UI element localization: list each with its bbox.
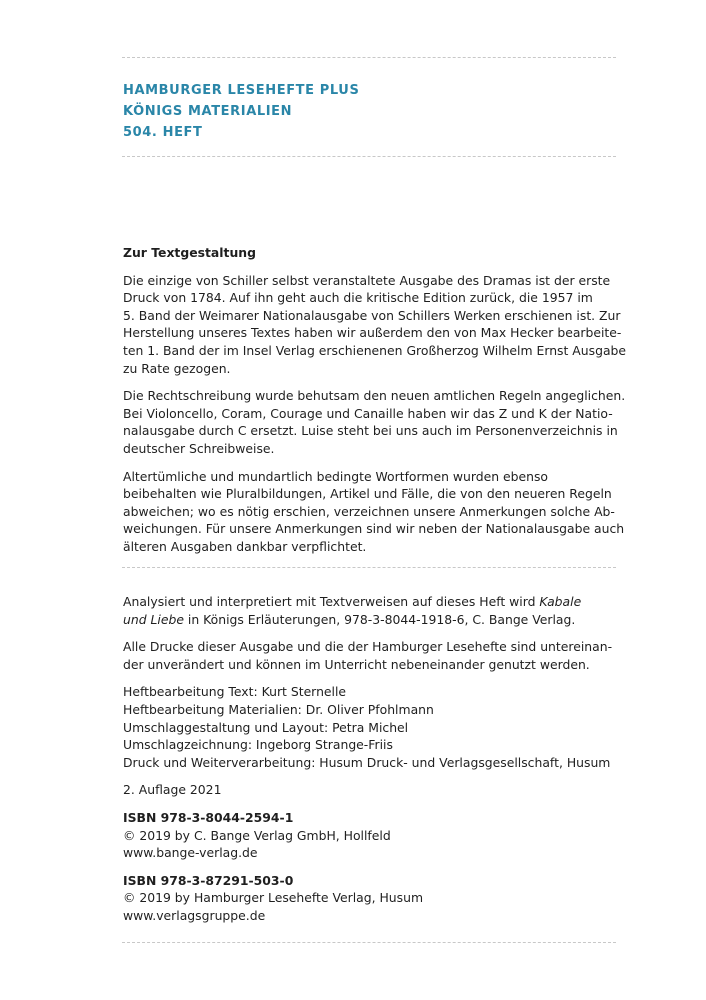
top-divider [122, 57, 616, 58]
paragraph-analysis-reference [123, 593, 623, 628]
credits-list [123, 683, 623, 771]
header-divider [122, 156, 616, 157]
section-title: Zur Textgestaltung [123, 245, 256, 260]
text-line: beibehalten wie Pluralbildungen, Artikel und Fälle, die von den neueren Regeln [123, 486, 612, 502]
text-line: ten 1. Band der im Insel Verlag erschienenen Großherzog Wilhelm Ernst Ausgabe [123, 342, 627, 358]
paragraph-spelling [123, 387, 626, 457]
publisher-website: www.bange-verlag.de [123, 845, 258, 861]
isbn-block-bange [123, 809, 623, 862]
text-line: Bei Violoncello, Coram, Courage und Canaille haben wir das Z und K der Natio- [123, 405, 613, 421]
bottom-divider [122, 942, 616, 943]
text-line: Alle Drucke dieser Ausgabe und die der Hamburger Lesehefte sind untereinan- [123, 639, 613, 655]
credit-line: Heftbearbeitung Text: Kurt Sternelle [123, 684, 347, 700]
text-line: der unverändert und können im Unterricht nebeneinander genutzt werden. [123, 656, 590, 672]
text-line: Altertümliche und mundartlich bedingte Wortformen wurden ebenso [123, 468, 549, 484]
paragraph-word-forms [123, 468, 623, 556]
analysis-text: in Königs Erläuterungen, 978-3-8044-1918-6, C. Bange Verlag. [183, 611, 576, 627]
textgestaltung-section [123, 244, 627, 566]
edition-line: 2. Auflage 2021 [123, 782, 222, 798]
text-line: Die Rechtschreibung wurde behutsam den neuen amtlichen Regeln angeglichen. [123, 388, 626, 404]
paragraph-edition-history [123, 272, 627, 378]
isbn-number: ISBN 978-3-8044-2594-1 [123, 809, 294, 825]
series-header [123, 80, 359, 143]
text-line: älteren Ausgaben dankbar verpflichtet. [123, 538, 367, 554]
series-title: HAMBURGER LESEHEFTE PLUS [123, 83, 360, 98]
play-title-part2: und Liebe [123, 611, 184, 627]
play-title-part1: Kabale [539, 594, 582, 609]
publisher-website: www.verlagsgruppe.de [123, 907, 266, 923]
issue-number: 504. HEFT [123, 125, 203, 140]
credit-line: Heftbearbeitung Materialien: Dr. Oliver Pfohlmann [123, 701, 434, 717]
copyright-line: © 2019 by Hamburger Lesehefte Verlag, Husum [123, 890, 424, 906]
copyright-line: © 2019 by C. Bange Verlag GmbH, Hollfeld [123, 827, 391, 843]
credit-line: Druck und Weiterverarbeitung: Husum Druck- und Verlagsgesellschaft, Husum [123, 754, 611, 770]
text-line: nalausgabe durch C ersetzt. Luise steht bei uns auch im Personenverzeichnis in [123, 423, 618, 439]
text-line: zu Rate gezogen. [123, 360, 231, 376]
text-line [123, 593, 623, 611]
text-line: Die einzige von Schiller selbst veranstaltete Ausgabe des Dramas ist der erste [123, 272, 611, 288]
imprint-section [123, 593, 623, 935]
series-subtitle: KÖNIGS MATERIALIEN [123, 104, 293, 119]
isbn-block-hamburger [123, 872, 623, 925]
credit-line: Umschlagzeichnung: Ingeborg Strange-Friis [123, 737, 393, 753]
text-line: weichungen. Für unsere Anmerkungen sind wir neben der Nationalausgabe auch [123, 521, 625, 537]
text-line [123, 611, 623, 629]
text-line: 5. Band der Weimarer Nationalausgabe von Schillers Werken erschienen ist. Zur [123, 307, 621, 323]
text-line: deutscher Schreibweise. [123, 440, 275, 456]
text-line: Herstellung unseres Textes haben wir außerdem den von Max Hecker bearbeite- [123, 325, 622, 341]
middle-divider [122, 567, 616, 568]
text-line: Druck von 1784. Auf ihn geht auch die kritische Edition zurück, die 1957 im [123, 290, 593, 306]
paragraph-print-compatibility [123, 638, 623, 673]
credit-line: Umschlaggestaltung und Layout: Petra Michel [123, 719, 409, 735]
edition-info [123, 781, 623, 799]
isbn-number: ISBN 978-3-87291-503-0 [123, 872, 294, 888]
text-line: abweichen; wo es nötig erschien, verzeichnen unsere Anmerkungen solche Ab- [123, 503, 615, 519]
analysis-text: Analysiert und interpretiert mit Textverweisen auf dieses Heft wird [123, 594, 540, 609]
